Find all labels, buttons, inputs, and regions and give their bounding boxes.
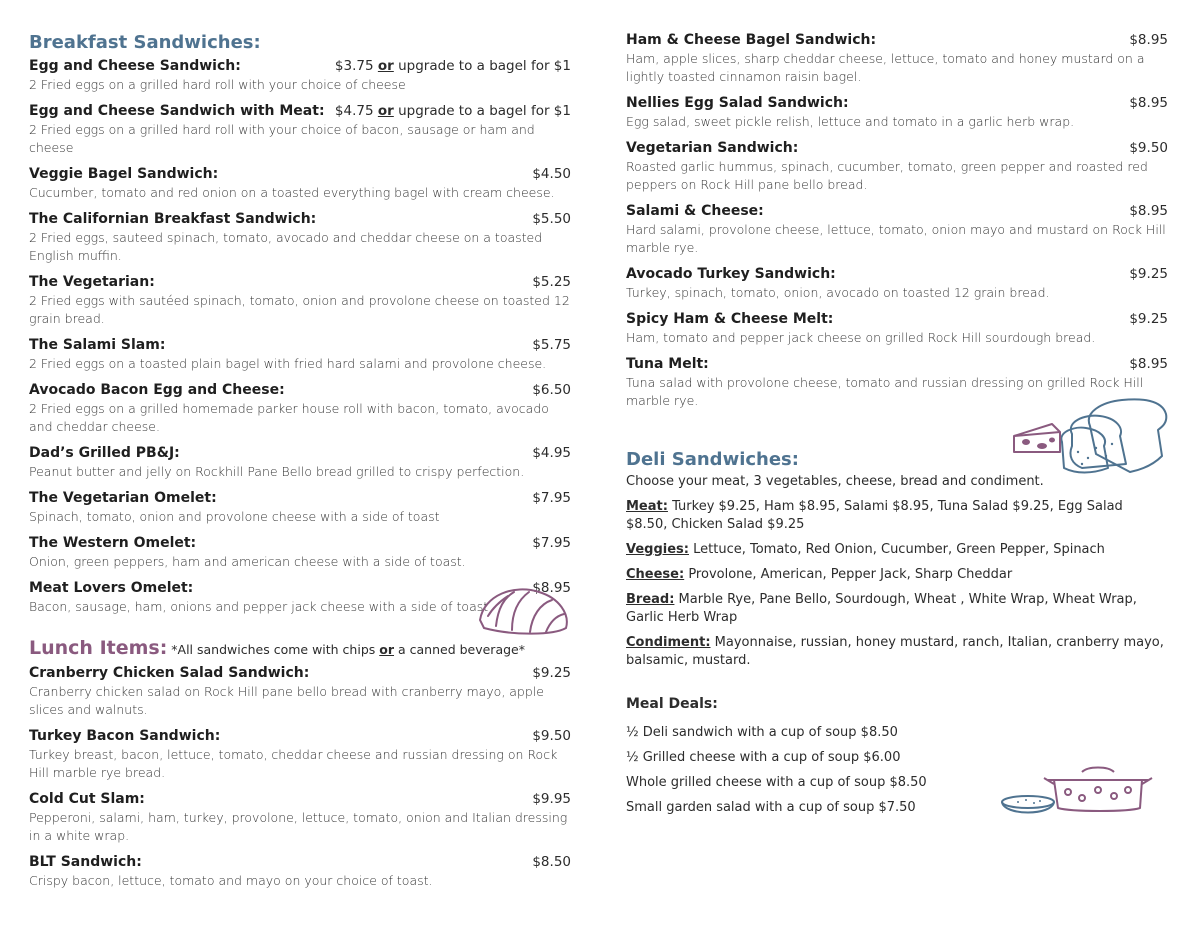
item-description: Ham, tomato and pepper jack cheese on grilled Rock Hill sourdough bread. <box>626 330 1096 345</box>
deli-intro: Choose your meat, 3 vegetables, cheese, bread and condiment. <box>626 474 1044 489</box>
breakfast-section-title: Breakfast Sandwiches: <box>29 32 261 53</box>
item-description: Roasted garlic hummus, spinach, cucumber, tomato, green pepper and roasted red peppers on Rock Hill pane bello bread. <box>626 159 1148 192</box>
item-price: $7.95 <box>532 490 571 506</box>
menu-item <box>29 101 571 157</box>
deli-section-title: Deli Sandwiches: <box>626 449 799 470</box>
menu-item <box>29 852 571 890</box>
soup-pot-icon <box>998 764 1158 828</box>
item-price: $8.95 <box>1129 32 1168 48</box>
item-description: 2 Fried eggs, sauteed spinach, tomato, avocado and cheddar cheese on a toasted English muffin. <box>29 230 543 263</box>
item-description: 2 Fried eggs on a toasted plain bagel with fried hard salami and provolone cheese. <box>29 356 547 371</box>
menu-item <box>626 309 1168 347</box>
item-name: The Vegetarian: <box>29 274 155 290</box>
item-price: $4.95 <box>532 445 571 461</box>
menu-item <box>29 164 571 202</box>
item-description: 2 Fried eggs on a grilled homemade parker house roll with bacon, tomato, avocado and cheddar cheese. <box>29 401 549 434</box>
item-description: Ham, apple slices, sharp cheddar cheese, lettuce, tomato and honey mustard on a lightly toasted cinnamon raisin bagel. <box>626 51 1145 84</box>
item-price: $6.50 <box>532 382 571 398</box>
menu-item <box>626 201 1168 257</box>
item-price: $4.50 <box>532 166 571 182</box>
item-description: 2 Fried eggs on a grilled hard roll with your choice of cheese <box>29 77 406 92</box>
lunch-section-title: Lunch Items: *All sandwiches come with chips or a canned beverage* <box>29 637 525 659</box>
item-name: The Salami Slam: <box>29 337 166 353</box>
item-price: $9.50 <box>1129 140 1168 156</box>
item-description: Peanut butter and jelly on Rockhill Pane Bello bread grilled to crispy perfection. <box>29 464 525 479</box>
menu-item <box>29 663 571 719</box>
deli-meat: Meat: Turkey $9.25, Ham $8.95, Salami $8.95, Tuna Salad $9.25, Egg Salad $8.50, Chicken Salad $9.25 <box>626 499 1123 532</box>
left-column <box>29 30 571 897</box>
item-name: Egg and Cheese Sandwich: <box>29 58 241 74</box>
menu-item <box>29 443 571 481</box>
item-name: Meat Lovers Omelet: <box>29 580 194 596</box>
item-name: Nellies Egg Salad Sandwich: <box>626 95 849 111</box>
item-description: Egg salad, sweet pickle relish, lettuce and tomato in a garlic herb wrap. <box>626 114 1075 129</box>
menu-item <box>29 726 571 782</box>
item-price: $4.75 or upgrade to a bagel for $1 <box>334 103 571 119</box>
menu-item <box>29 380 571 436</box>
menu-item <box>29 488 571 526</box>
item-price: $7.95 <box>532 535 571 551</box>
item-description: Spinach, tomato, onion and provolone cheese with a side of toast <box>29 509 440 524</box>
meal-deals-title: Meal Deals: <box>626 696 718 712</box>
item-price: $9.95 <box>532 791 571 807</box>
item-description: Crispy bacon, lettuce, tomato and mayo on your choice of toast. <box>29 873 433 888</box>
item-price: $9.25 <box>1129 266 1168 282</box>
item-price: $5.75 <box>532 337 571 353</box>
item-name: BLT Sandwich: <box>29 854 142 870</box>
item-description: Bacon, sausage, ham, onions and pepper jack cheese with a side of toast <box>29 599 489 614</box>
item-name: Ham & Cheese Bagel Sandwich: <box>626 32 877 48</box>
item-name: Turkey Bacon Sandwich: <box>29 728 221 744</box>
item-price: $8.95 <box>532 580 571 596</box>
item-description: Turkey breast, bacon, lettuce, tomato, cheddar cheese and russian dressing on Rock Hill marble rye bread. <box>29 747 558 780</box>
item-price: $8.95 <box>1129 356 1168 372</box>
menu-item <box>29 272 571 328</box>
meal-deal-item: Whole grilled cheese with a cup of soup $8.50 <box>626 775 927 790</box>
item-description: Cucumber, tomato and red onion on a toasted everything bagel with cream cheese. <box>29 185 555 200</box>
item-price: $8.95 <box>1129 95 1168 111</box>
item-price: $5.50 <box>532 211 571 227</box>
item-name: Avocado Turkey Sandwich: <box>626 266 836 282</box>
item-description: Pepperoni, salami, ham, turkey, provolone, lettuce, tomato, onion and Italian dressing in a white wrap. <box>29 810 568 843</box>
item-description: 2 Fried eggs on a grilled hard roll with your choice of bacon, sausage or ham and cheese <box>29 122 535 155</box>
item-description: Hard salami, provolone cheese, lettuce, tomato, onion mayo and mustard on Rock Hill marble rye. <box>626 222 1166 255</box>
meal-deal-item: Small garden salad with a cup of soup $7.50 <box>626 800 916 815</box>
item-name: The Californian Breakfast Sandwich: <box>29 211 317 227</box>
deli-bread: Bread: Marble Rye, Pane Bello, Sourdough, Wheat , White Wrap, Wheat Wrap, Garlic Herb Wrap <box>626 592 1137 625</box>
item-price: $9.25 <box>532 665 571 681</box>
item-price: $8.95 <box>1129 203 1168 219</box>
menu-item <box>29 533 571 571</box>
menu-item <box>29 56 571 94</box>
item-price: $9.25 <box>1129 311 1168 327</box>
item-price: $3.75 or upgrade to a bagel for $1 <box>334 58 571 74</box>
item-name: Vegetarian Sandwich: <box>626 140 799 156</box>
deli-veggies: Veggies: Lettuce, Tomato, Red Onion, Cucumber, Green Pepper, Spinach <box>626 542 1105 557</box>
menu-item <box>626 93 1168 131</box>
item-name: Salami & Cheese: <box>626 203 764 219</box>
lunch-note: *All sandwiches come with chips or a canned beverage* <box>167 642 525 657</box>
item-name: Cold Cut Slam: <box>29 791 145 807</box>
menu-item <box>29 789 571 845</box>
item-name: Dad’s Grilled PB&J: <box>29 445 180 461</box>
item-price: $9.50 <box>532 728 571 744</box>
item-description: Cranberry chicken salad on Rock Hill pane bello bread with cranberry mayo, apple slices and walnuts. <box>29 684 544 717</box>
meal-deal-item: ½ Grilled cheese with a cup of soup $6.00 <box>626 750 901 765</box>
item-price: $8.50 <box>532 854 571 870</box>
item-name: Veggie Bagel Sandwich: <box>29 166 219 182</box>
menu-item <box>626 30 1168 86</box>
menu-item <box>626 264 1168 302</box>
item-name: Tuna Melt: <box>626 356 709 372</box>
item-price: $5.25 <box>532 274 571 290</box>
item-description: 2 Fried eggs with sautéed spinach, tomato, onion and provolone cheese on toasted 12 grain bread. <box>29 293 570 326</box>
item-name: Egg and Cheese Sandwich with Meat: <box>29 103 325 119</box>
item-name: Cranberry Chicken Salad Sandwich: <box>29 665 310 681</box>
croissant-icon <box>474 580 574 640</box>
item-description: Tuna salad with provolone cheese, tomato and russian dressing on grilled Rock Hill marble rye. <box>626 375 1144 408</box>
menu-item <box>29 209 571 265</box>
item-description: Onion, green peppers, ham and american cheese with a side of toast. <box>29 554 466 569</box>
bread-cheese-icon <box>1012 394 1172 476</box>
item-description: Turkey, spinach, tomato, onion, avocado on toasted 12 grain bread. <box>626 285 1050 300</box>
item-name: The Vegetarian Omelet: <box>29 490 217 506</box>
item-name: The Western Omelet: <box>29 535 197 551</box>
menu-item <box>626 138 1168 194</box>
item-name: Spicy Ham & Cheese Melt: <box>626 311 834 327</box>
deli-condiment: Condiment: Mayonnaise, russian, honey mustard, ranch, Italian, cranberry mayo, balsamic, mustard. <box>626 635 1164 668</box>
menu-item <box>29 335 571 373</box>
meal-deal-item: ½ Deli sandwich with a cup of soup $8.50 <box>626 725 898 740</box>
deli-cheese: Cheese: Provolone, American, Pepper Jack, Sharp Cheddar <box>626 567 1013 582</box>
item-name: Avocado Bacon Egg and Cheese: <box>29 382 285 398</box>
